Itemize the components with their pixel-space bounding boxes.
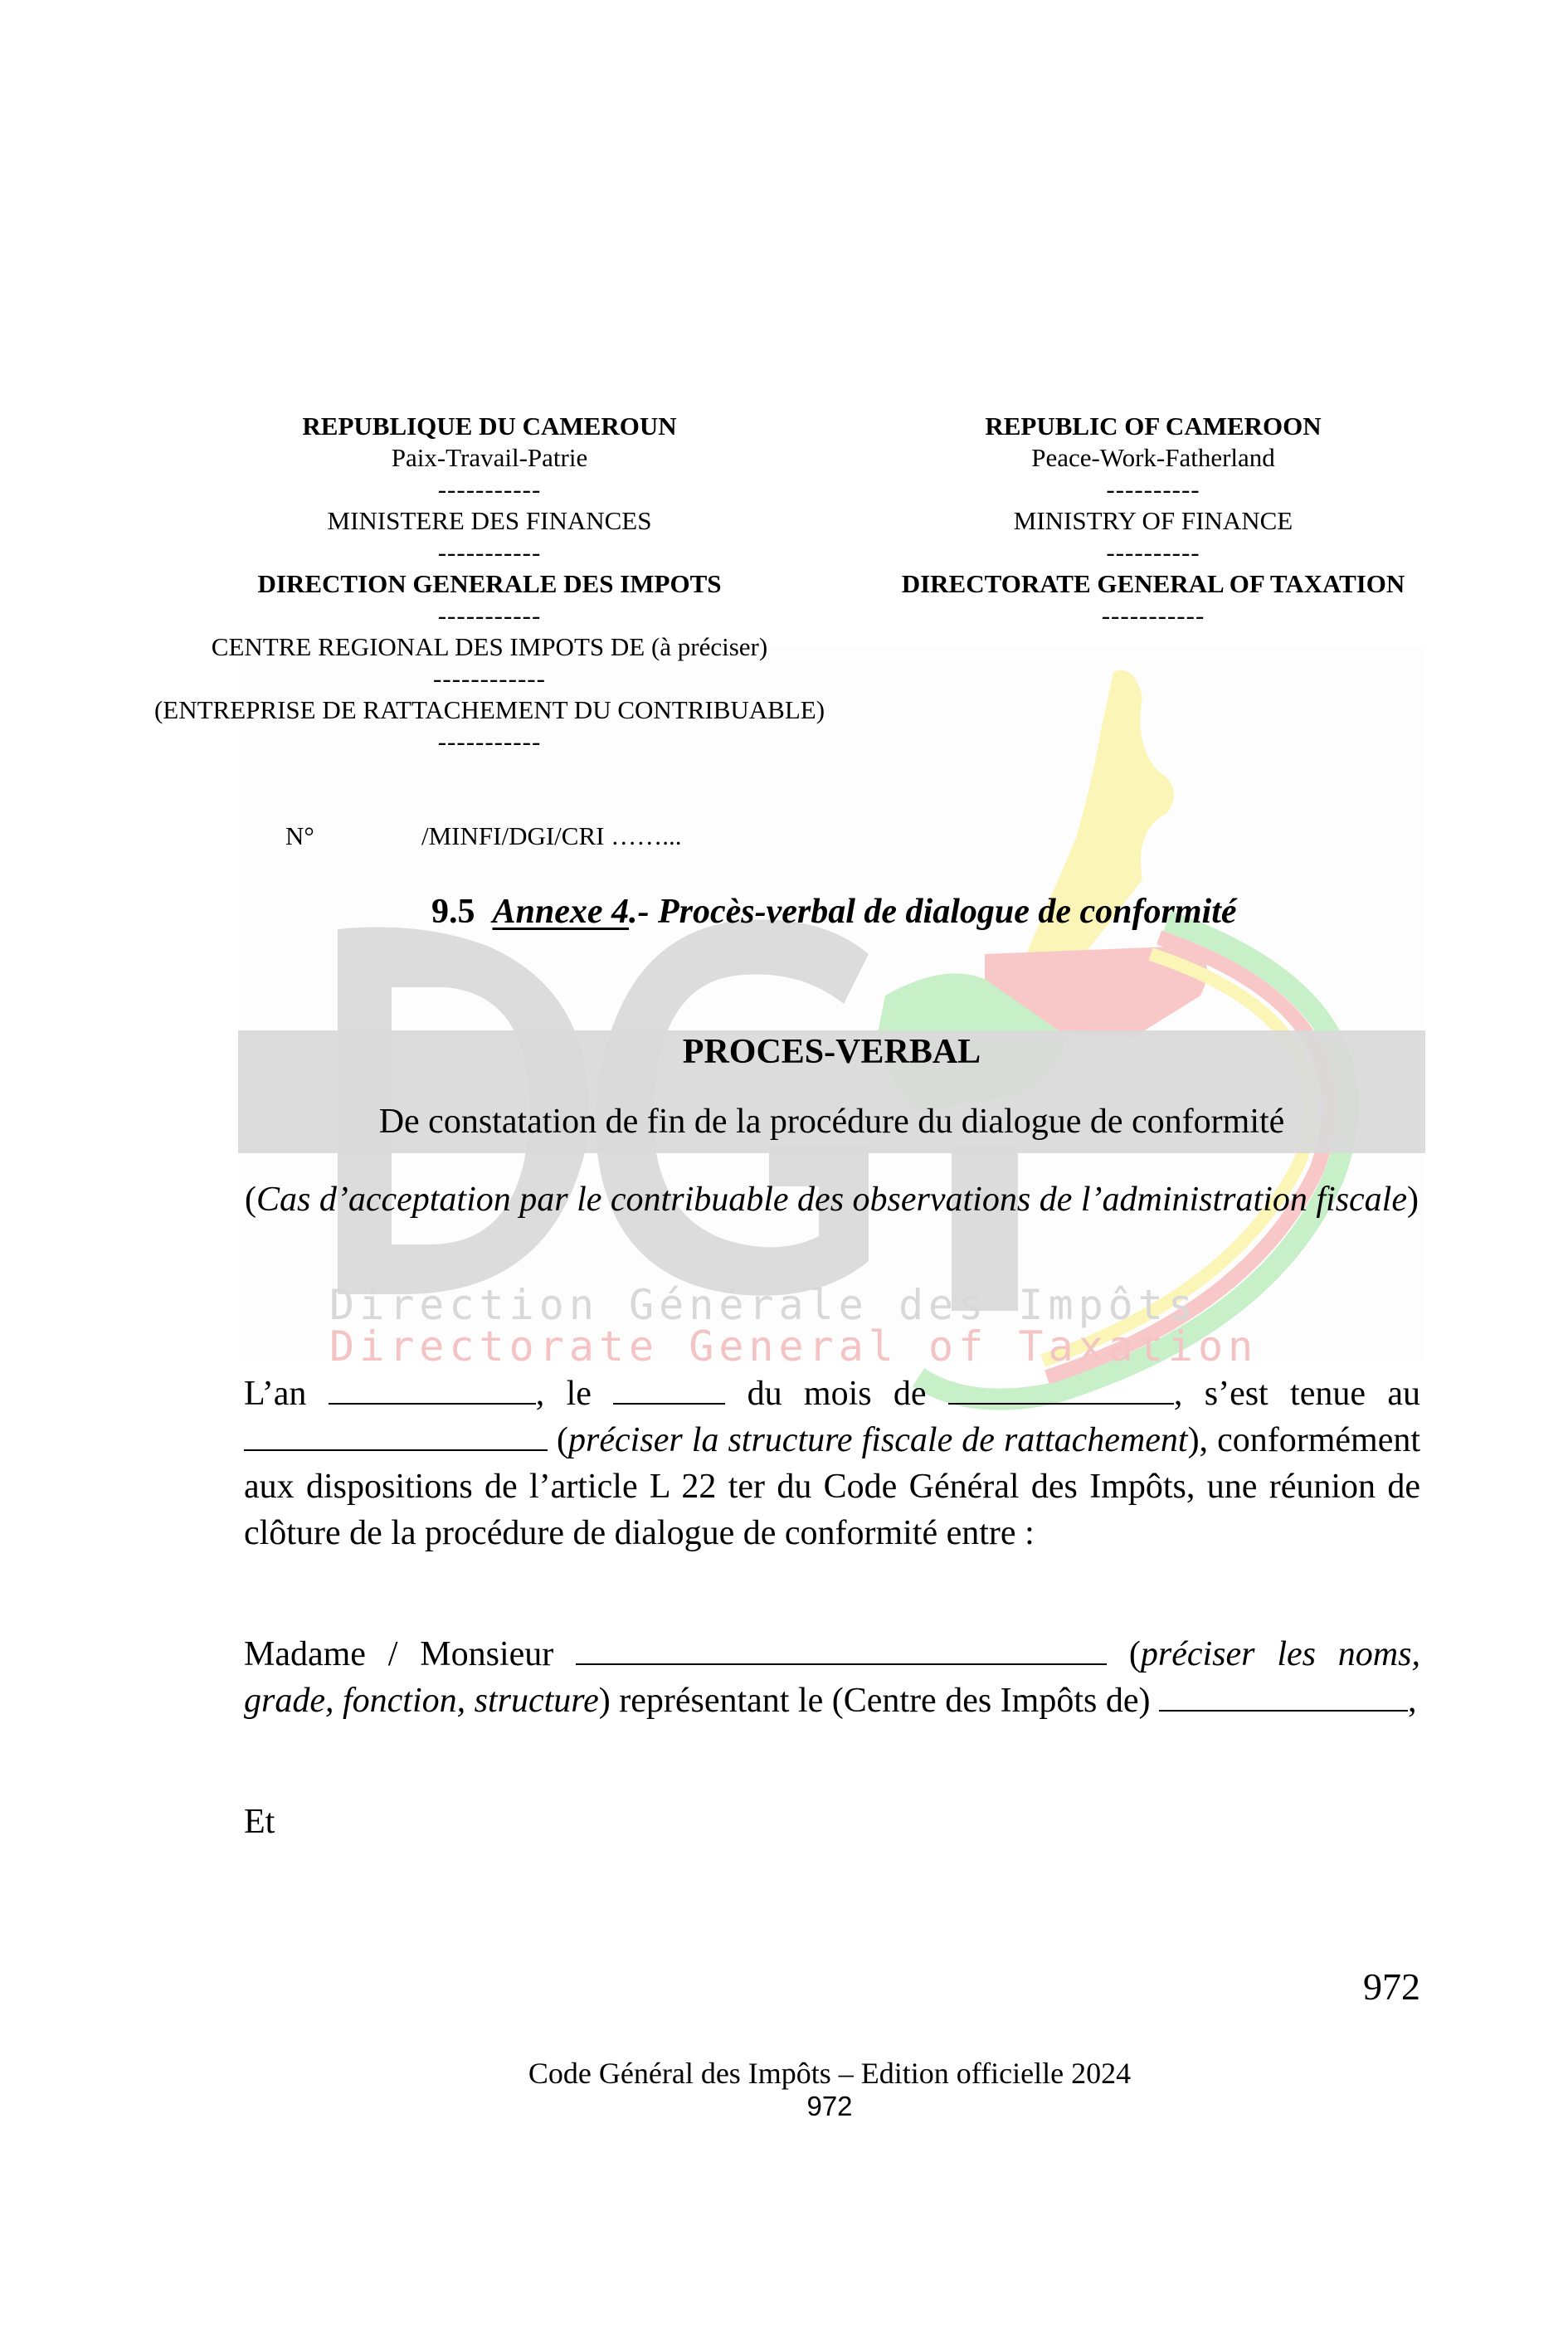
header-separator: ----------- — [1101, 601, 1205, 630]
reference-code: /MINFI/DGI/CRI ……... — [421, 821, 682, 850]
instruction-text: préciser la structure fiscale de rattachement — [568, 1421, 1188, 1459]
annex-label: Annexe 4 — [492, 893, 630, 931]
paragraph-and: Et — [244, 1803, 275, 1841]
header-english — [863, 411, 1444, 631]
blank-field-tax-centre[interactable] — [1159, 1678, 1408, 1712]
header-separator: ---------- — [1106, 538, 1200, 567]
paren-open: ( — [244, 1181, 256, 1219]
header-motto-en: Peace-Work-Fatherland — [1031, 443, 1275, 472]
header-separator: ----------- — [437, 727, 542, 756]
header-separator: ---------- — [1106, 475, 1200, 504]
header-regional-centre: CENTRE REGIONAL DES IMPOTS DE (à préciser) — [211, 632, 768, 661]
text: , s’est tenue au — [1173, 1375, 1420, 1413]
blank-field-year[interactable] — [329, 1371, 536, 1405]
proces-verbal-case — [238, 1176, 1425, 1223]
header-separator: ------------ — [433, 664, 546, 693]
text: ) représentant le (Centre des Impôts de) — [598, 1682, 1159, 1720]
text: Madame / Monsieur — [244, 1635, 577, 1673]
blank-field-structure[interactable] — [244, 1418, 548, 1451]
header-motto-fr: Paix-Travail-Patrie — [391, 443, 588, 472]
proces-verbal-title: PROCES-VERBAL — [682, 1033, 981, 1071]
header-ministry-en: MINISTRY OF FINANCE — [1013, 506, 1293, 535]
watermark-text-fr: Direction Générale des Impôts — [329, 1281, 1198, 1329]
proces-verbal-subtitle: De constatation de fin de la procédure du dialogue de conformité — [378, 1103, 1285, 1141]
text: , — [1407, 1682, 1417, 1720]
footer-page-number: 972 — [806, 2091, 853, 2121]
header-directorate-en: DIRECTORATE GENERAL OF TAXATION — [901, 569, 1405, 598]
paren-close: ) — [1407, 1181, 1419, 1219]
text: ( — [1107, 1635, 1141, 1673]
header-separator: ----------- — [437, 475, 542, 504]
header-ministry-fr: MINISTERE DES FINANCES — [327, 506, 652, 535]
text: ), conformément aux dispositions de l’article L 22 ter du Code Général des Impôts, une réunion de clôture de la procédure de dialogue de conformité entre : — [244, 1421, 1420, 1552]
blank-field-month[interactable] — [948, 1371, 1174, 1405]
text: L’an — [244, 1375, 329, 1413]
header-french — [116, 411, 863, 757]
section-title — [431, 892, 1237, 932]
header-country-en: REPUBLIC OF CAMEROON — [985, 411, 1322, 441]
header-directorate-fr: DIRECTION GENERALE DES IMPOTS — [257, 569, 722, 598]
page-number: 972 — [1363, 1965, 1420, 2008]
text: , le — [535, 1375, 614, 1413]
watermark-text-en: Directorate General of Taxation — [329, 1322, 1259, 1371]
header-separator: ----------- — [437, 538, 542, 567]
text: du mois de — [725, 1375, 948, 1413]
section-number: 9.5 — [431, 893, 475, 931]
header-separator: ----------- — [437, 601, 542, 630]
paragraph-meeting — [244, 1371, 1420, 1556]
blank-field-day[interactable] — [613, 1371, 725, 1405]
case-text: Cas d’acceptation par le contribuable des observations de l’administration fiscale — [256, 1181, 1407, 1219]
annex-title-text: .- Procès-verbal de dialogue de conformité — [629, 893, 1237, 931]
footer-title: Code Général des Impôts – Edition officielle 2024 — [528, 2057, 1132, 2090]
paragraph-representative — [244, 1631, 1420, 1724]
text: ( — [548, 1421, 569, 1459]
reference-number-label: N° — [285, 821, 314, 850]
instruction-text: préciser les noms, grade, fonction, structure — [244, 1635, 1420, 1720]
header-company: (ENTREPRISE DE RATTACHEMENT DU CONTRIBUABLE) — [153, 695, 825, 724]
header-country-fr: REPUBLIQUE DU CAMEROUN — [302, 411, 677, 441]
blank-field-name[interactable] — [576, 1632, 1107, 1665]
